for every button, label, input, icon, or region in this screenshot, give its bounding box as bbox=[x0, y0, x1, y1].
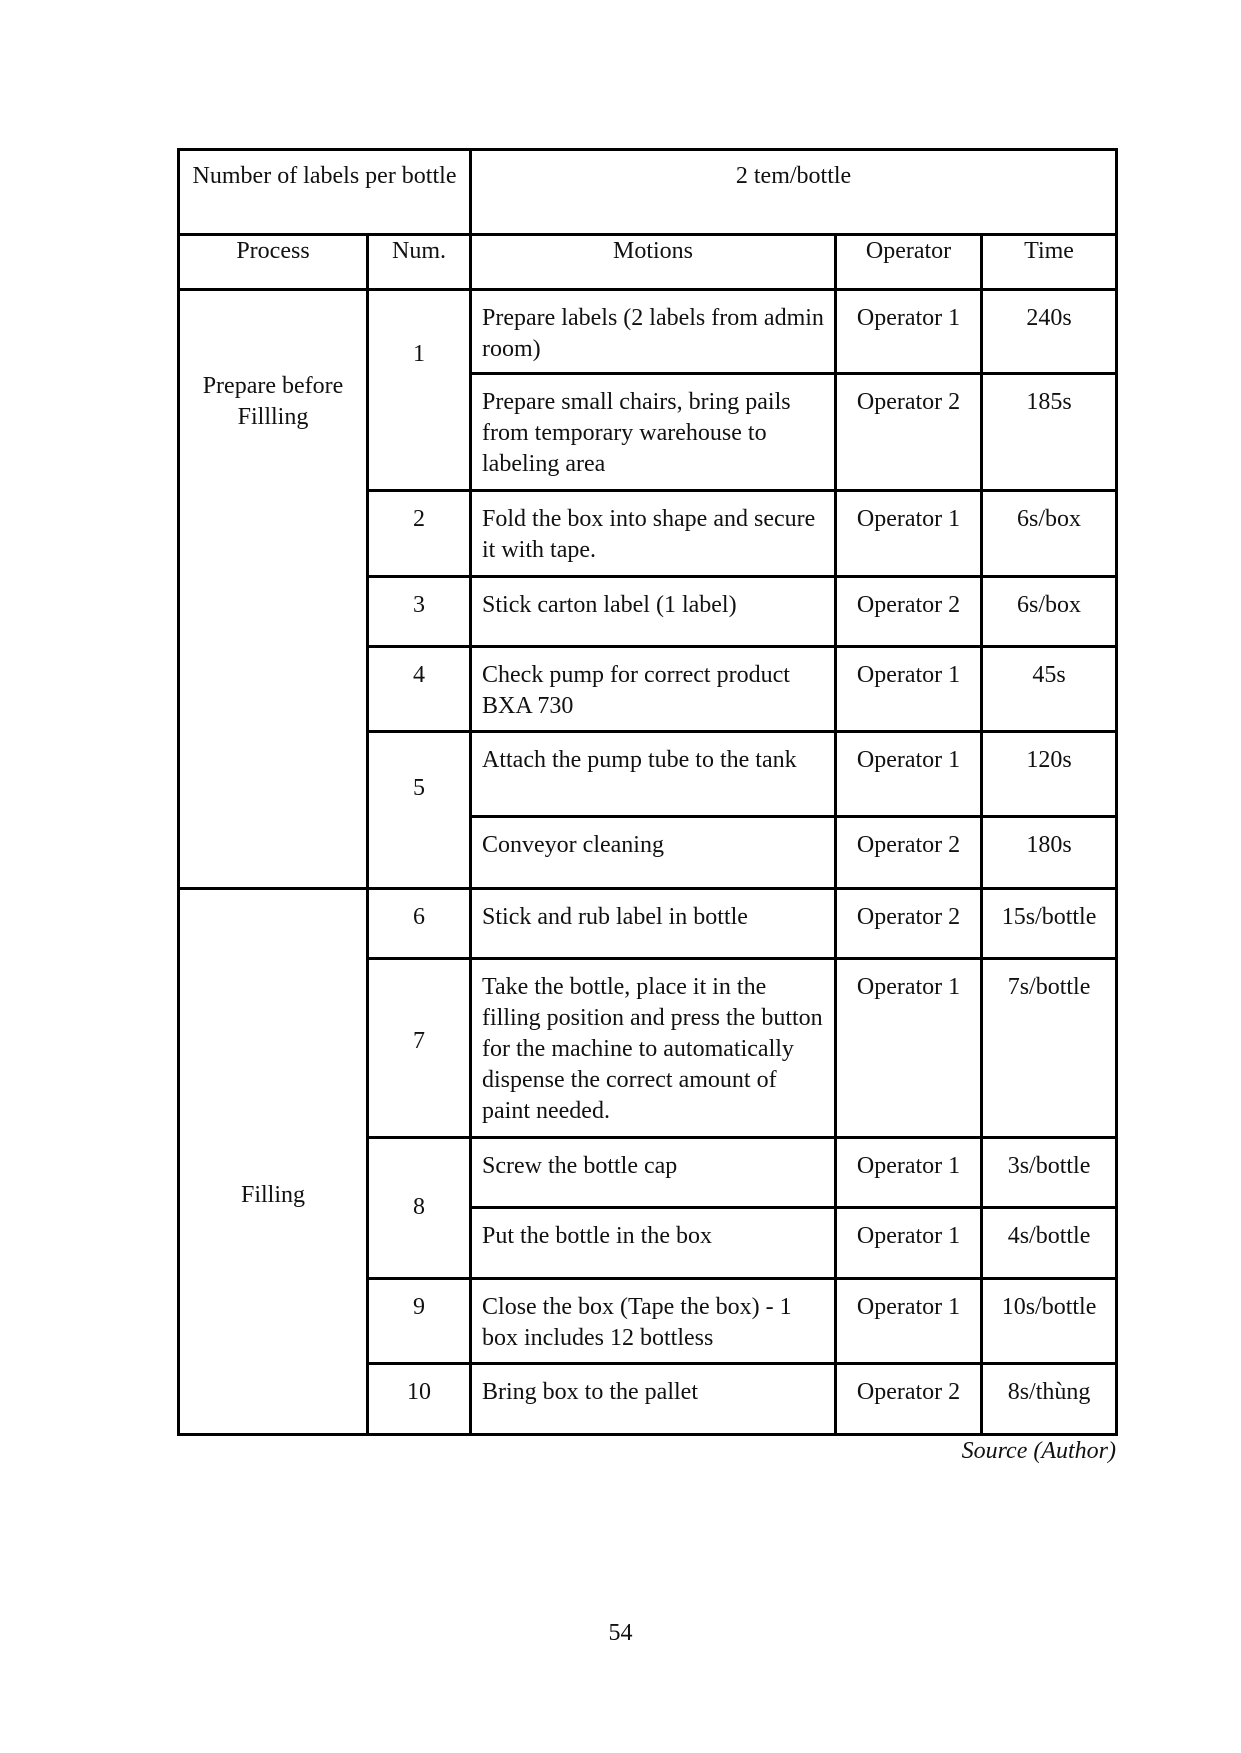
column-header-label: Time bbox=[1024, 238, 1074, 264]
step-number: 1 bbox=[413, 341, 425, 367]
num-cell bbox=[368, 1279, 471, 1364]
step-number: 2 bbox=[413, 506, 425, 532]
motion-cell bbox=[471, 491, 836, 577]
motion-text: Put the bottle in the box bbox=[482, 1223, 712, 1249]
operator-text: Operator 1 bbox=[856, 506, 961, 532]
column-header-label: Process bbox=[236, 238, 310, 264]
operator-text: Operator 2 bbox=[856, 1379, 961, 1405]
time-cell bbox=[982, 959, 1117, 1138]
source-caption: Source (Author) bbox=[961, 1438, 1116, 1464]
time-cell bbox=[982, 817, 1117, 889]
process-cell-prepare bbox=[179, 290, 368, 889]
num-cell bbox=[368, 1364, 471, 1435]
process-label: Filling bbox=[240, 1182, 306, 1208]
time-text: 6s/box bbox=[1017, 506, 1082, 532]
step-number: 8 bbox=[413, 1194, 425, 1220]
motion-cell bbox=[471, 817, 836, 889]
operator-text: Operator 1 bbox=[856, 662, 961, 688]
motion-text: Check pump for correct product BXA 730 bbox=[482, 662, 790, 719]
motion-cell bbox=[471, 647, 836, 732]
top-header-row bbox=[179, 150, 1117, 235]
num-cell bbox=[368, 1138, 471, 1279]
operator-cell bbox=[836, 889, 982, 959]
motion-cell bbox=[471, 290, 836, 374]
motion-text: Stick and rub label in bottle bbox=[482, 904, 748, 930]
time-cell bbox=[982, 1208, 1117, 1279]
time-text: 4s/bottle bbox=[1007, 1223, 1091, 1249]
time-cell bbox=[982, 1138, 1117, 1208]
operator-text: Operator 2 bbox=[856, 832, 961, 858]
motion-cell bbox=[471, 889, 836, 959]
num-cell bbox=[368, 959, 471, 1138]
labels-per-bottle-label: Number of labels per bottle bbox=[192, 163, 457, 189]
motion-cell bbox=[471, 732, 836, 817]
step-number: 9 bbox=[413, 1294, 425, 1320]
motion-text: Prepare labels (2 labels from admin room) bbox=[482, 305, 824, 362]
table-row bbox=[179, 889, 1117, 959]
time-cell bbox=[982, 374, 1117, 491]
page-number: 54 bbox=[608, 1620, 633, 1646]
column-header-process bbox=[179, 235, 368, 290]
time-cell bbox=[982, 889, 1117, 959]
num-cell bbox=[368, 577, 471, 647]
process-cell-filling bbox=[179, 889, 368, 1435]
operator-cell bbox=[836, 577, 982, 647]
time-text: 8s/thùng bbox=[1007, 1379, 1091, 1405]
time-text: 240s bbox=[1026, 305, 1072, 331]
time-cell bbox=[982, 1279, 1117, 1364]
column-header-motions bbox=[471, 235, 836, 290]
labels-per-bottle-value: 2 tem/bottle bbox=[735, 163, 852, 189]
step-number: 10 bbox=[407, 1379, 431, 1405]
column-header-label: Operator bbox=[865, 238, 952, 264]
motion-cell bbox=[471, 1279, 836, 1364]
table-row bbox=[179, 290, 1117, 374]
operator-text: Operator 1 bbox=[856, 1153, 961, 1179]
motion-text: Stick carton label (1 label) bbox=[482, 592, 737, 618]
motion-text: Prepare small chairs, bring pails from temporary warehouse to labeling area bbox=[482, 389, 791, 477]
operator-cell bbox=[836, 374, 982, 491]
motion-cell bbox=[471, 1364, 836, 1435]
labels-per-bottle-value-cell bbox=[471, 150, 1117, 235]
column-header-num bbox=[368, 235, 471, 290]
operator-cell bbox=[836, 959, 982, 1138]
time-text: 3s/bottle bbox=[1007, 1153, 1091, 1179]
operator-text: Operator 1 bbox=[856, 1294, 961, 1320]
time-text: 120s bbox=[1026, 747, 1072, 773]
time-cell bbox=[982, 732, 1117, 817]
num-cell bbox=[368, 647, 471, 732]
operator-cell bbox=[836, 1208, 982, 1279]
motion-text: Attach the pump tube to the tank bbox=[482, 747, 797, 773]
motion-text: Conveyor cleaning bbox=[482, 832, 664, 858]
column-header-time bbox=[982, 235, 1117, 290]
column-header-operator bbox=[836, 235, 982, 290]
step-number: 3 bbox=[413, 592, 425, 618]
step-number: 7 bbox=[413, 1028, 425, 1054]
motion-text: Bring box to the pallet bbox=[482, 1379, 698, 1405]
time-text: 45s bbox=[1032, 662, 1066, 688]
motion-cell bbox=[471, 1208, 836, 1279]
operator-cell bbox=[836, 290, 982, 374]
motions-table bbox=[177, 148, 1118, 1436]
process-label: Prepare before Fillling bbox=[202, 373, 344, 430]
step-number: 6 bbox=[413, 904, 425, 930]
motion-text: Take the bottle, place it in the filling position and press the button for the machine to automatically dispense the correct amount of paint needed. bbox=[482, 974, 823, 1124]
operator-text: Operator 1 bbox=[856, 747, 961, 773]
column-header-label: Motions bbox=[613, 238, 694, 264]
time-cell bbox=[982, 491, 1117, 577]
motion-text: Fold the box into shape and secure it with tape. bbox=[482, 506, 816, 563]
motion-text: Screw the bottle cap bbox=[482, 1153, 678, 1179]
time-text: 7s/bottle bbox=[1007, 974, 1091, 1000]
operator-text: Operator 1 bbox=[856, 974, 961, 1000]
step-number: 4 bbox=[413, 662, 425, 688]
operator-text: Operator 2 bbox=[856, 904, 961, 930]
num-cell bbox=[368, 491, 471, 577]
num-cell bbox=[368, 732, 471, 889]
labels-per-bottle-label-cell bbox=[179, 150, 471, 235]
num-cell bbox=[368, 290, 471, 491]
time-text: 185s bbox=[1026, 389, 1072, 415]
motion-cell bbox=[471, 1138, 836, 1208]
operator-cell bbox=[836, 1138, 982, 1208]
motion-cell bbox=[471, 577, 836, 647]
motion-text: Close the box (Tape the box) - 1 box includes 12 bottless bbox=[482, 1294, 792, 1351]
motion-cell bbox=[471, 959, 836, 1138]
operator-cell bbox=[836, 1279, 982, 1364]
time-cell bbox=[982, 577, 1117, 647]
motion-cell bbox=[471, 374, 836, 491]
num-cell bbox=[368, 889, 471, 959]
time-cell bbox=[982, 1364, 1117, 1435]
time-text: 6s/box bbox=[1017, 592, 1082, 618]
operator-cell bbox=[836, 1364, 982, 1435]
operator-text: Operator 1 bbox=[856, 1223, 961, 1249]
time-text: 10s/bottle bbox=[1001, 1294, 1097, 1320]
operator-cell bbox=[836, 491, 982, 577]
operator-cell bbox=[836, 732, 982, 817]
time-cell bbox=[982, 290, 1117, 374]
time-text: 180s bbox=[1026, 832, 1072, 858]
time-text: 15s/bottle bbox=[1001, 904, 1097, 930]
time-cell bbox=[982, 647, 1117, 732]
operator-text: Operator 2 bbox=[856, 389, 961, 415]
operator-cell bbox=[836, 817, 982, 889]
operator-cell bbox=[836, 647, 982, 732]
operator-text: Operator 1 bbox=[856, 305, 961, 331]
operator-text: Operator 2 bbox=[856, 592, 961, 618]
column-header-row bbox=[179, 235, 1117, 290]
step-number: 5 bbox=[413, 775, 425, 801]
column-header-label: Num. bbox=[392, 238, 446, 264]
